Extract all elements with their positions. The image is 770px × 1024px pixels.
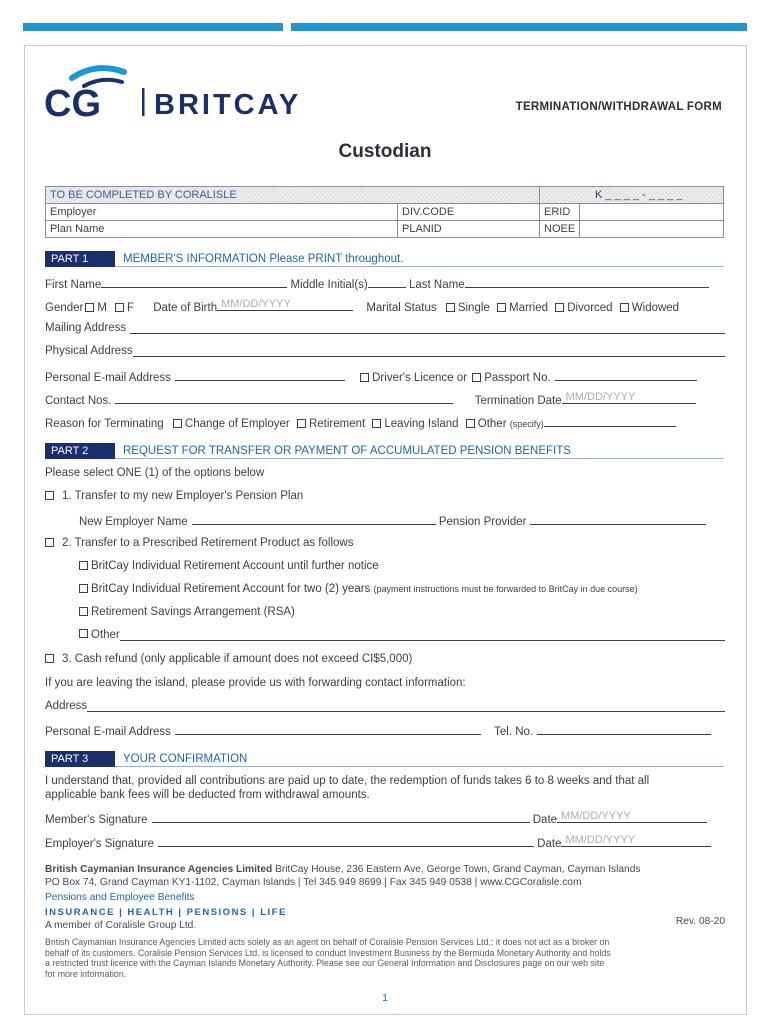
pension-provider-field[interactable] [530, 513, 706, 525]
new-employer-row [45, 513, 725, 528]
part3-tag: PART 3 [45, 751, 115, 767]
mailing-address-label: Mailing Address [45, 322, 127, 334]
last-name-label: Last Name [408, 279, 465, 291]
option-2d-label: Other [91, 629, 120, 641]
page-number: 1 [382, 993, 388, 1004]
option-3-label: 3. Cash refund (only applicable if amount does not exceed CI$5,000) [62, 653, 413, 665]
employer-signature-row [45, 835, 725, 850]
middle-initial-label: Middle Initial(s) [290, 279, 368, 291]
forwarding-address-label: Address [45, 700, 88, 712]
footer-address-2: PO Box 74, Grand Cayman KY1-1102, Cayman Islands | Tel 345 949 8699 | Fax 345 949 0538 | www.CGCoralisle.com [45, 877, 582, 888]
footer-address-1 [45, 864, 725, 875]
part1-title: MEMBER'S INFORMATION Please PRINT throughout. [123, 253, 404, 265]
married-label: Married [509, 302, 548, 314]
marital-status-label: Marital Status [366, 302, 437, 314]
termination-date-field[interactable]: MM/DD/YYYY [562, 392, 696, 404]
tel-label: Tel. No. [494, 726, 534, 738]
part2-header [45, 443, 724, 459]
change-employer-checkbox[interactable] [173, 419, 182, 428]
option-2b-note: (payment instructions must be forwarded to BritCay in due course) [373, 584, 638, 594]
leaving-island-checkbox[interactable] [372, 419, 381, 428]
first-name-field[interactable] [101, 276, 287, 288]
noee-value[interactable] [580, 221, 724, 238]
option-2b-checkbox[interactable] [79, 584, 88, 593]
other-reason-field[interactable] [544, 415, 676, 427]
forwarding-contact-row [45, 723, 725, 738]
confirmation-statement-2: applicable bank fees will be deducted from withdrawal amounts. [45, 789, 370, 801]
divorced-checkbox[interactable] [555, 303, 564, 312]
footer-member-of: A member of Coralisle Group Ltd. [45, 920, 197, 931]
contact-row [45, 392, 725, 407]
dob-field[interactable]: MM/DD/YYYY [217, 299, 353, 311]
member-signature-row [45, 811, 725, 826]
footer-address-text: BritCay House, 236 Eastern Ave, George Town, Grand Cayman, Cayman Islands [275, 864, 641, 875]
option-2a-label: BritCay Individual Retirement Account until further notice [91, 560, 379, 572]
other-reason-checkbox[interactable] [466, 419, 475, 428]
male-label: M [97, 302, 107, 314]
physical-address-field[interactable] [133, 345, 725, 357]
forwarding-email-label: Personal E-mail Address [45, 726, 171, 738]
member-date-label: Date [532, 814, 558, 826]
part2-tag: PART 2 [45, 443, 115, 459]
forwarding-address-field[interactable] [87, 700, 725, 712]
pension-provider-label: Pension Provider [438, 516, 527, 528]
option-2b-row [45, 583, 725, 598]
gender-row [45, 299, 725, 314]
forwarding-email-field[interactable] [175, 723, 481, 735]
admin-box [45, 186, 724, 238]
select-one-note: Please select ONE (1) of the options below [45, 467, 265, 479]
change-employer-label: Change of Employer [184, 418, 290, 430]
middle-initial-field[interactable] [368, 276, 406, 288]
option-2d-checkbox[interactable] [79, 629, 88, 638]
divorced-label: Divorced [567, 302, 613, 314]
part1-tag: PART 1 [45, 251, 115, 267]
form-title: TERMINATION/WITHDRAWAL FORM [515, 101, 722, 113]
disclaimer: British Caymanian Insurance Agencies Limited acts solely as an agent on behalf of Coralisle Pension Services Ltd.; it does not act as a broker on behalf of its customers. Coralisle Pension Services Ltd. is licensed to conduct Investment Business by the Bermuda Monetary Authority and holds a restricted trust licence with the Cayman Islands Monetary Authority. Please see our General Information and Disclosures page on our web site for more information. [45, 937, 611, 979]
leaving-island-label: Leaving Island [384, 418, 459, 430]
retirement-checkbox[interactable] [297, 419, 306, 428]
top-bar-right [291, 23, 747, 31]
option-3-row [45, 653, 725, 668]
employer-signature-label: Employer's Signature [45, 838, 154, 850]
passport-checkbox[interactable] [472, 373, 481, 382]
k-number: K _ _ _ _ - _ _ _ _ [540, 187, 724, 204]
confirmation-statement-1: I understand that, provided all contributions are paid up to date, the redemption of funds takes 6 to 8 weeks and that all [45, 775, 650, 787]
top-bar-left [23, 23, 283, 31]
married-checkbox[interactable] [497, 303, 506, 312]
contact-nos-label: Contact Nos. [45, 395, 112, 407]
member-signature-field[interactable] [152, 811, 530, 823]
option-2-row [45, 537, 725, 552]
member-signature-label: Member's Signature [45, 814, 148, 826]
footer-tagline: Pensions and Employee Benefits [45, 892, 195, 903]
option-2d-row [45, 629, 725, 644]
option-2a-row [45, 560, 725, 575]
reason-label: Reason for Terminating [45, 418, 164, 430]
employer-date-label: Date [537, 838, 562, 850]
termination-date-label: Termination Date [474, 395, 562, 407]
mailing-address-field[interactable] [130, 322, 725, 334]
single-label: Single [457, 302, 490, 314]
female-label: F [126, 302, 134, 314]
physical-address-label: Physical Address [45, 345, 133, 357]
other-reason-label: Other [477, 418, 507, 430]
new-employer-field[interactable] [192, 513, 436, 525]
female-checkbox[interactable] [115, 303, 124, 312]
physical-row [45, 345, 725, 360]
option-2c-label: Retirement Savings Arrangement (RSA) [91, 606, 295, 618]
reason-row [45, 415, 725, 430]
widowed-checkbox[interactable] [620, 303, 629, 312]
member-date-field[interactable]: MM/DD/YYYY [557, 811, 707, 823]
last-name-field[interactable] [465, 276, 709, 288]
option-2d-field[interactable] [120, 629, 725, 641]
logo-cg-text: CG [44, 83, 101, 124]
part3-header [45, 751, 724, 767]
drivers-licence-checkbox[interactable] [360, 373, 369, 382]
employer-signature-field[interactable] [158, 835, 534, 847]
employer-date-field[interactable]: MM/DD/YYYY [561, 835, 711, 847]
option-2a-checkbox[interactable] [79, 561, 88, 570]
noee-label: NOEE [540, 221, 580, 238]
tel-field[interactable] [537, 723, 711, 735]
option-2c-row [45, 606, 725, 621]
part3-title: YOUR CONFIRMATION [123, 753, 248, 765]
britcay-logo [44, 64, 334, 124]
contact-nos-field[interactable] [115, 392, 453, 404]
option-1-row [45, 490, 725, 505]
option-2c-checkbox[interactable] [79, 607, 88, 616]
revision-number: Rev. 08-20 [675, 916, 725, 927]
logo-brand-text: BRITCAY [154, 89, 302, 121]
gender-label: Gender [45, 302, 84, 314]
male-checkbox[interactable] [85, 303, 94, 312]
forwarding-address-row [45, 700, 725, 715]
leaving-note: If you are leaving the island, please provide us with forwarding contact information: [45, 677, 466, 689]
option-1-checkbox[interactable] [45, 491, 54, 500]
email-row [45, 369, 725, 384]
completed-by: TO BE COMPLETED BY CORALISLE [46, 187, 540, 204]
name-row [45, 276, 725, 291]
option-2-checkbox[interactable] [45, 538, 54, 547]
drivers-licence-label: Driver's Licence or [372, 372, 467, 384]
personal-email-field[interactable] [175, 369, 345, 381]
specify-label: (specify) [509, 419, 544, 429]
option-3-checkbox[interactable] [45, 654, 54, 663]
passport-label: Passport No. [484, 372, 551, 384]
employer-label: Employer [46, 204, 398, 221]
erid-value[interactable] [580, 204, 724, 221]
plan-id-label: PLANID [398, 221, 540, 238]
option-2b-label: BritCay Individual Retirement Account for two (2) years [91, 583, 371, 595]
option-2-label: 2. Transfer to a Prescribed Retirement Product as follows [62, 537, 354, 549]
part1-header [45, 251, 724, 267]
personal-email-label: Personal E-mail Address [45, 372, 171, 384]
erid-label: ERID [540, 204, 580, 221]
footer-company: British Caymanian Insurance Agencies Limited [45, 864, 273, 875]
page-heading: Custodian [338, 141, 432, 162]
id-number-field[interactable] [555, 369, 697, 381]
div-code-label: DIV.CODE [398, 204, 540, 221]
single-checkbox[interactable] [446, 303, 455, 312]
dob-label: Date of Birth [153, 302, 218, 314]
part2-title: REQUEST FOR TRANSFER OR PAYMENT OF ACCUMULATED PENSION BENEFITS [123, 445, 571, 457]
retirement-label: Retirement [308, 418, 366, 430]
footer-lines-of-business: INSURANCE | HEALTH | PENSIONS | LIFE [45, 907, 287, 918]
option-1-label: 1. Transfer to my new Employer's Pension Plan [62, 490, 304, 502]
new-employer-label: New Employer Name [79, 516, 188, 528]
plan-name-label: Plan Name [46, 221, 398, 238]
widowed-label: Widowed [631, 302, 680, 314]
mailing-row [45, 322, 725, 337]
first-name-label: First Name [45, 279, 102, 291]
